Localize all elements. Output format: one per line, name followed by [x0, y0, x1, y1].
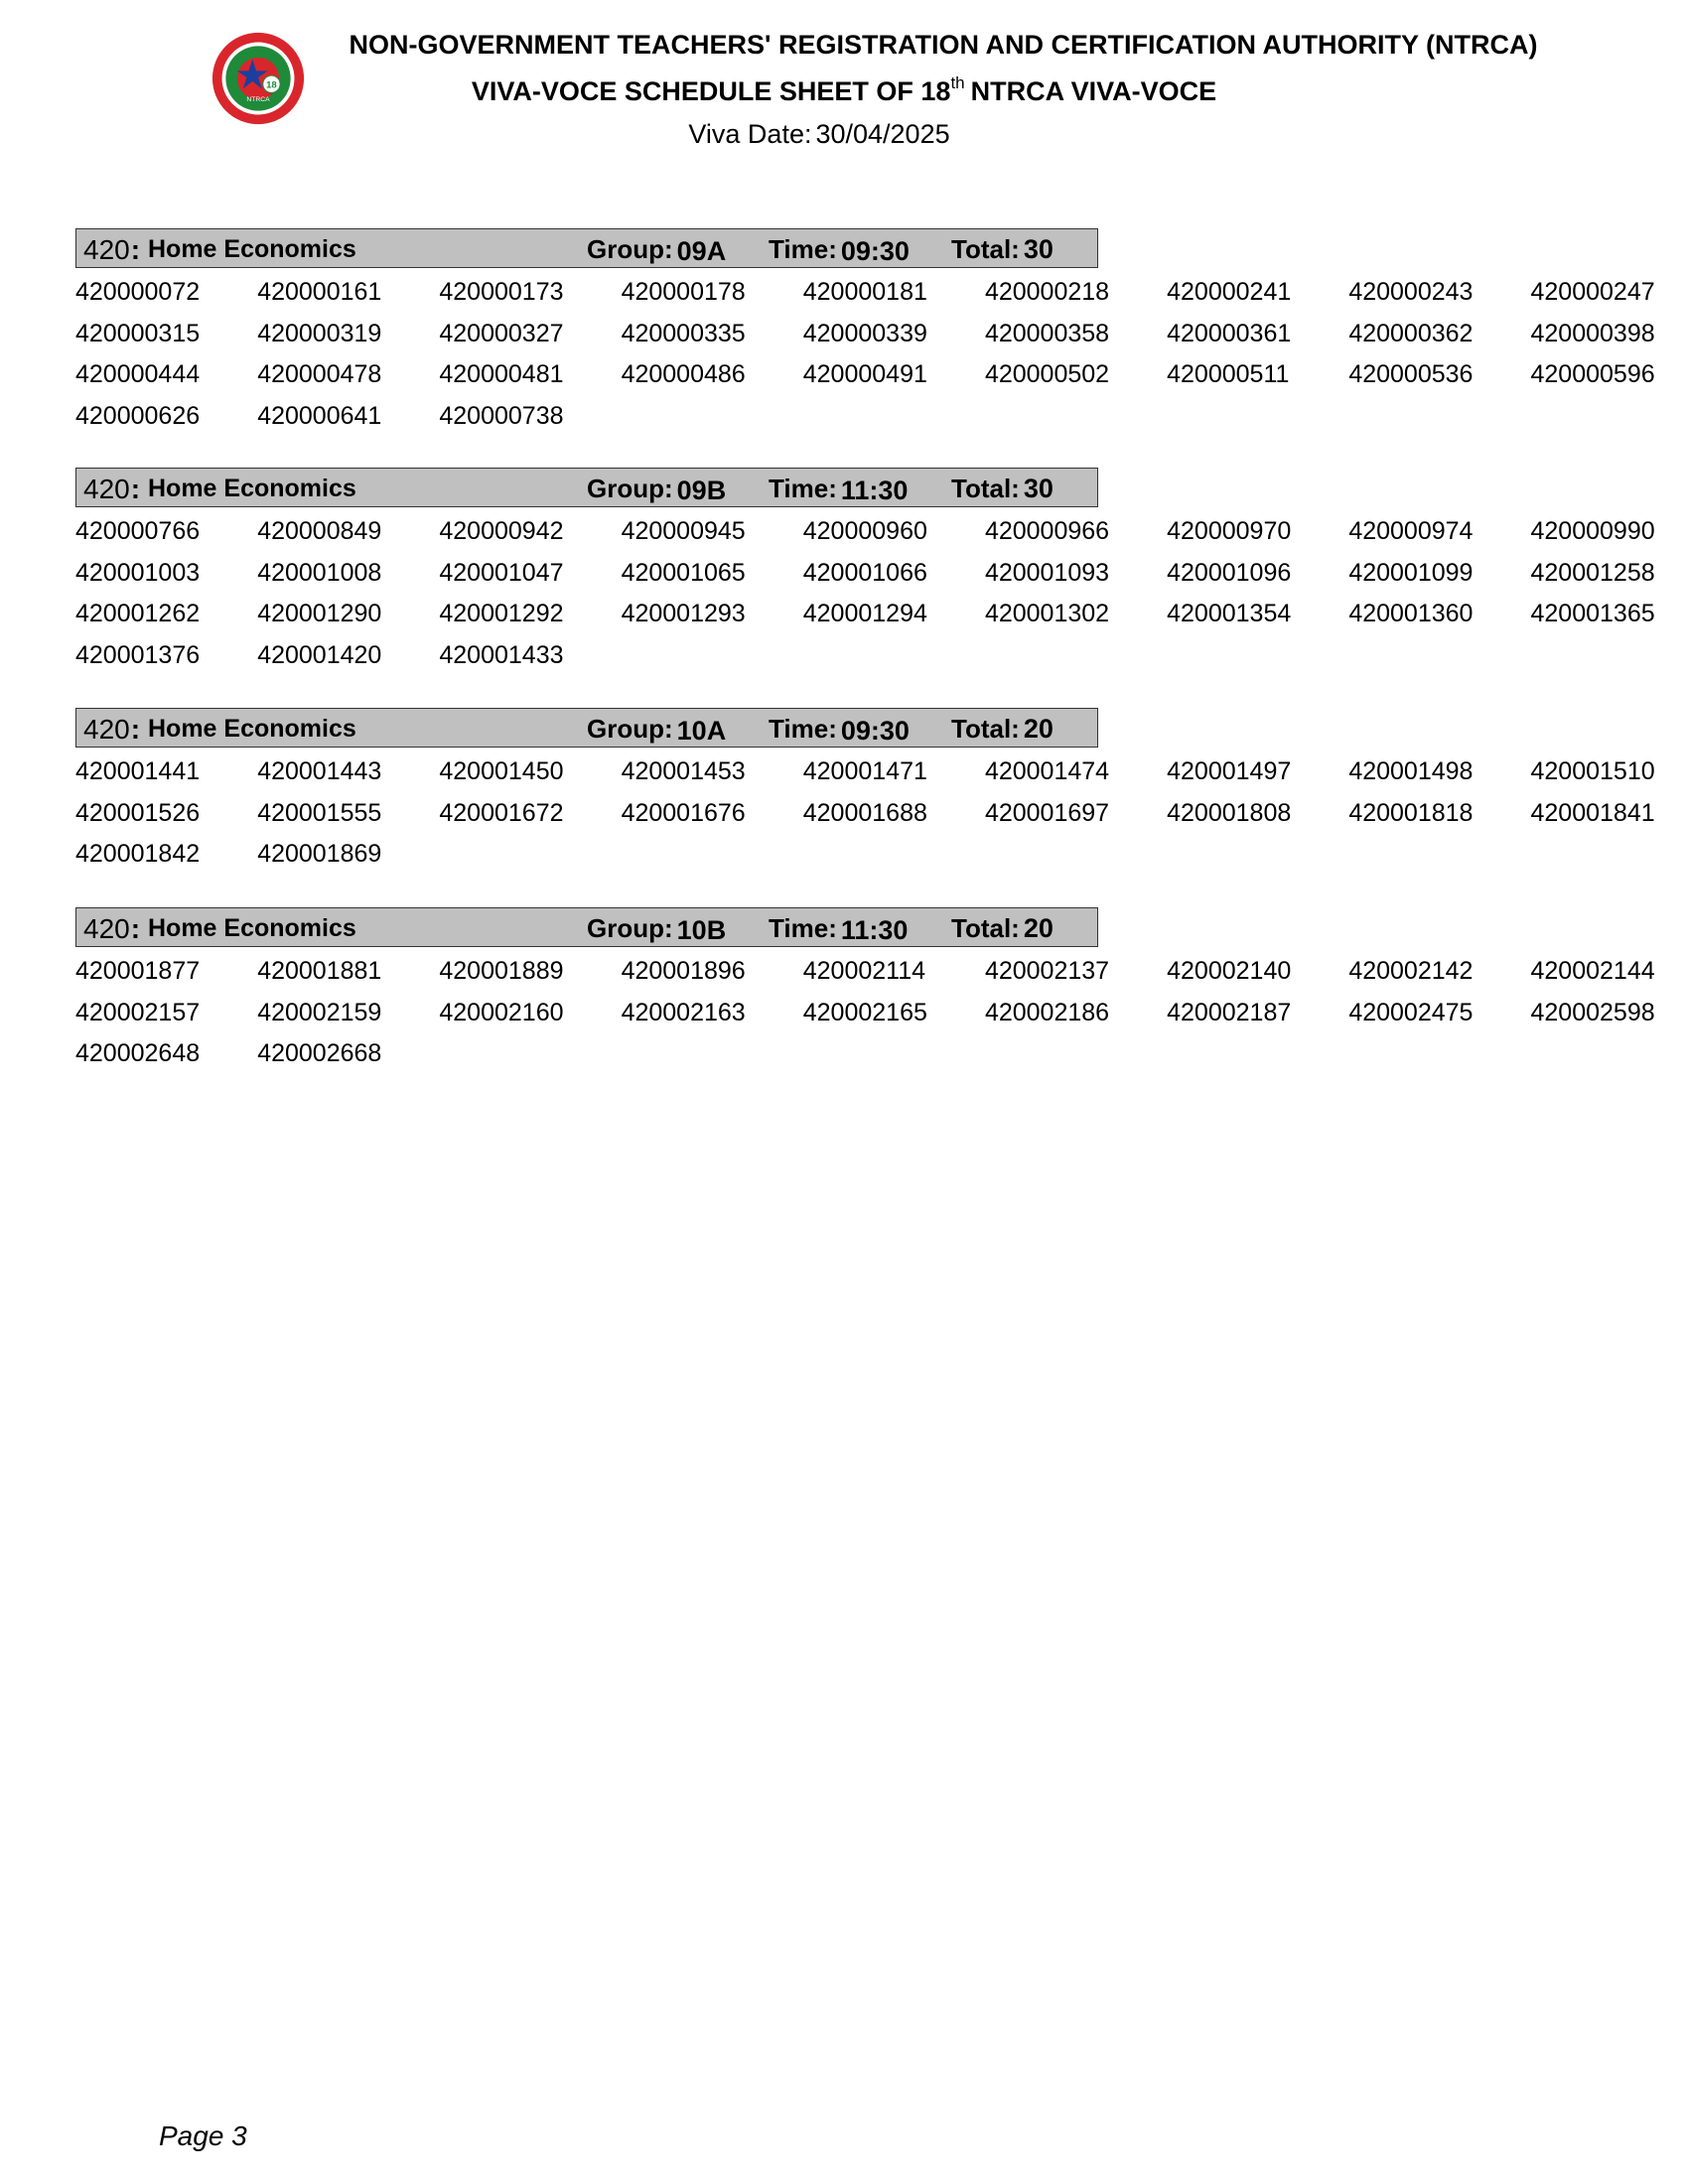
roll-number: 420000319 — [257, 319, 382, 347]
roll-number: 420001441 — [75, 757, 201, 785]
viva-date-value: 30/04/2025 — [815, 119, 950, 149]
subject-name: Home Economics — [148, 914, 356, 942]
roll-number: 420000970 — [1167, 517, 1292, 545]
roll-number: 420001889 — [439, 957, 564, 985]
roll-number: 420001354 — [1167, 600, 1292, 627]
roll-number: 420001697 — [984, 798, 1110, 827]
roll-number: 420000766 — [75, 517, 201, 545]
roll-number: 420000942 — [439, 517, 564, 545]
roll-number: 420002648 — [75, 1039, 201, 1067]
roll-number: 420001093 — [984, 558, 1110, 587]
time-field: Time: 11:30 — [769, 474, 909, 505]
roll-number: 420001869 — [257, 840, 382, 868]
roll-number: 420000327 — [439, 319, 564, 347]
page-subtitle — [318, 73, 1370, 107]
roll-number: 420002142 — [1348, 957, 1474, 985]
roll-number: 420001672 — [439, 798, 564, 827]
roll-number: 420002186 — [984, 998, 1110, 1026]
roll-number: 420002598 — [1530, 998, 1655, 1026]
subtitle-sup: th — [950, 73, 965, 92]
roll-number: 420001096 — [1167, 558, 1292, 587]
roll-number: 420000945 — [621, 517, 746, 545]
roll-number: 420001450 — [439, 757, 564, 785]
group-header-bar — [75, 907, 1098, 947]
roll-number: 420002160 — [439, 998, 564, 1026]
total-field: Total: 20 — [951, 714, 1054, 744]
group-section-09b — [75, 468, 1684, 682]
time-field: Time: 09:30 — [769, 234, 910, 266]
group-section-09a — [75, 228, 1684, 443]
roll-number: 420001292 — [439, 600, 564, 627]
roll-grid — [75, 517, 1684, 682]
roll-number: 420000481 — [439, 360, 564, 388]
total-field: Total: 30 — [951, 234, 1054, 264]
group-section-10a — [75, 708, 1684, 882]
roll-number: 420000966 — [984, 517, 1110, 545]
roll-number: 420000502 — [984, 360, 1110, 388]
roll-number: 420001293 — [621, 600, 746, 627]
roll-number: 420000626 — [75, 401, 201, 430]
roll-number: 420001003 — [75, 558, 201, 587]
roll-number: 420002163 — [621, 998, 746, 1026]
group-field: Group: 10B — [587, 913, 727, 945]
roll-number: 420001877 — [75, 957, 201, 985]
time-field: Time: 11:30 — [769, 913, 909, 945]
roll-number: 420001896 — [621, 957, 746, 985]
subject-code: 420: — [83, 474, 141, 504]
page-title: NON-GOVERNMENT TEACHERS' REGISTRATION AND CERTIFICATION AUTHORITY (NTRCA) — [349, 30, 1538, 60]
subject-name: Home Economics — [148, 475, 356, 502]
roll-number: 420000178 — [621, 278, 746, 306]
roll-number: 420001688 — [802, 798, 927, 827]
subtitle-post: NTRCA VIVA-VOCE — [970, 76, 1217, 106]
roll-number: 420000486 — [621, 360, 746, 388]
roll-number: 420001066 — [802, 558, 927, 587]
roll-number: 420000974 — [1348, 517, 1474, 545]
roll-number: 420001471 — [802, 757, 927, 785]
group-header-bar — [75, 468, 1098, 507]
roll-number: 420001443 — [257, 757, 382, 785]
roll-number: 420001099 — [1348, 558, 1474, 587]
roll-number: 420000072 — [75, 278, 201, 306]
subject-code: 420: — [83, 913, 141, 944]
roll-grid — [75, 278, 1684, 443]
roll-number: 420002140 — [1167, 957, 1292, 985]
roll-number: 420001818 — [1348, 798, 1474, 827]
roll-number: 420001676 — [621, 798, 746, 827]
roll-number: 420001555 — [257, 798, 382, 827]
roll-number: 420001498 — [1348, 757, 1474, 785]
roll-number: 420001302 — [984, 600, 1110, 627]
total-field: Total: 30 — [951, 474, 1054, 503]
roll-number: 420002187 — [1167, 998, 1292, 1026]
roll-number: 420001510 — [1530, 757, 1655, 785]
roll-number: 420001497 — [1167, 757, 1292, 785]
viva-date-label: Viva Date: — [688, 119, 812, 149]
roll-number: 420000960 — [802, 517, 927, 545]
group-header-bar — [75, 708, 1098, 748]
roll-number: 420001262 — [75, 600, 201, 627]
roll-number: 420000247 — [1530, 278, 1655, 306]
roll-number: 420000181 — [802, 278, 927, 306]
page-header — [0, 0, 1688, 169]
roll-number: 420000243 — [1348, 278, 1474, 306]
roll-grid — [75, 957, 1684, 1081]
roll-number: 420001808 — [1167, 798, 1292, 827]
roll-number: 420001474 — [984, 757, 1110, 785]
roll-number: 420000738 — [439, 401, 564, 430]
roll-number: 420002475 — [1348, 998, 1474, 1026]
roll-number: 420001842 — [75, 840, 201, 868]
roll-number: 420002157 — [75, 998, 201, 1026]
roll-number: 420000478 — [257, 360, 382, 388]
roll-number: 420001526 — [75, 798, 201, 827]
roll-number: 420001008 — [257, 558, 382, 587]
roll-number: 420001841 — [1530, 798, 1655, 827]
roll-number: 420001360 — [1348, 600, 1474, 627]
subject-name: Home Economics — [148, 715, 356, 743]
roll-number: 420001881 — [257, 957, 382, 985]
group-field: Group: 09A — [587, 234, 727, 266]
roll-number: 420001294 — [802, 600, 927, 627]
roll-number: 420000536 — [1348, 360, 1474, 388]
roll-number: 420000362 — [1348, 319, 1474, 347]
viva-date — [318, 119, 1321, 150]
roll-number: 420001453 — [621, 757, 746, 785]
roll-number: 420001420 — [257, 640, 382, 669]
roll-number: 420000173 — [439, 278, 564, 306]
subject-code: 420: — [83, 714, 141, 745]
total-field: Total: 20 — [951, 913, 1054, 943]
roll-number: 420002114 — [802, 957, 926, 985]
roll-number: 420002137 — [984, 957, 1110, 985]
time-field: Time: 09:30 — [769, 714, 910, 746]
roll-number: 420000335 — [621, 319, 746, 347]
page-number: Page 3 — [159, 2120, 247, 2151]
roll-number: 420000361 — [1167, 319, 1292, 347]
roll-number: 420001376 — [75, 640, 201, 669]
roll-number: 420000444 — [75, 360, 201, 388]
roll-number: 420002165 — [802, 998, 927, 1026]
roll-number: 420000491 — [802, 360, 927, 388]
subtitle-pre: VIVA-VOCE SCHEDULE SHEET OF 18 — [471, 76, 951, 106]
roll-number: 420001290 — [257, 600, 382, 627]
roll-number: 420001065 — [621, 558, 746, 587]
roll-number: 420002668 — [257, 1039, 382, 1067]
roll-number: 420000511 — [1167, 360, 1290, 388]
roll-number: 420002144 — [1530, 957, 1655, 985]
roll-number: 420001047 — [439, 558, 564, 587]
roll-number: 420001365 — [1530, 600, 1655, 627]
roll-number: 420001258 — [1530, 558, 1655, 587]
roll-number: 420000849 — [257, 517, 382, 545]
roll-number: 420000990 — [1530, 517, 1655, 545]
roll-number: 420001433 — [439, 640, 564, 669]
logo-badge: 18 — [266, 79, 277, 91]
roll-number: 420000339 — [802, 319, 927, 347]
roll-number: 420002159 — [257, 998, 382, 1026]
roll-number: 420000161 — [257, 278, 382, 306]
roll-number: 420000315 — [75, 319, 201, 347]
group-section-10b — [75, 907, 1684, 1081]
group-header-bar — [75, 228, 1098, 268]
subject-code: 420: — [83, 234, 141, 265]
ntrca-logo — [211, 31, 306, 126]
roll-number: 420000398 — [1530, 319, 1655, 347]
roll-number: 420000241 — [1167, 278, 1292, 306]
subject-name: Home Economics — [148, 235, 356, 263]
roll-number: 420000596 — [1530, 360, 1655, 388]
roll-grid — [75, 757, 1684, 882]
roll-number: 420000358 — [984, 319, 1110, 347]
logo-text: NTRCA — [246, 96, 270, 104]
group-field: Group: 09B — [587, 474, 727, 505]
roll-number: 420000641 — [257, 401, 382, 430]
group-field: Group: 10A — [587, 714, 727, 746]
roll-number: 420000218 — [984, 278, 1110, 306]
